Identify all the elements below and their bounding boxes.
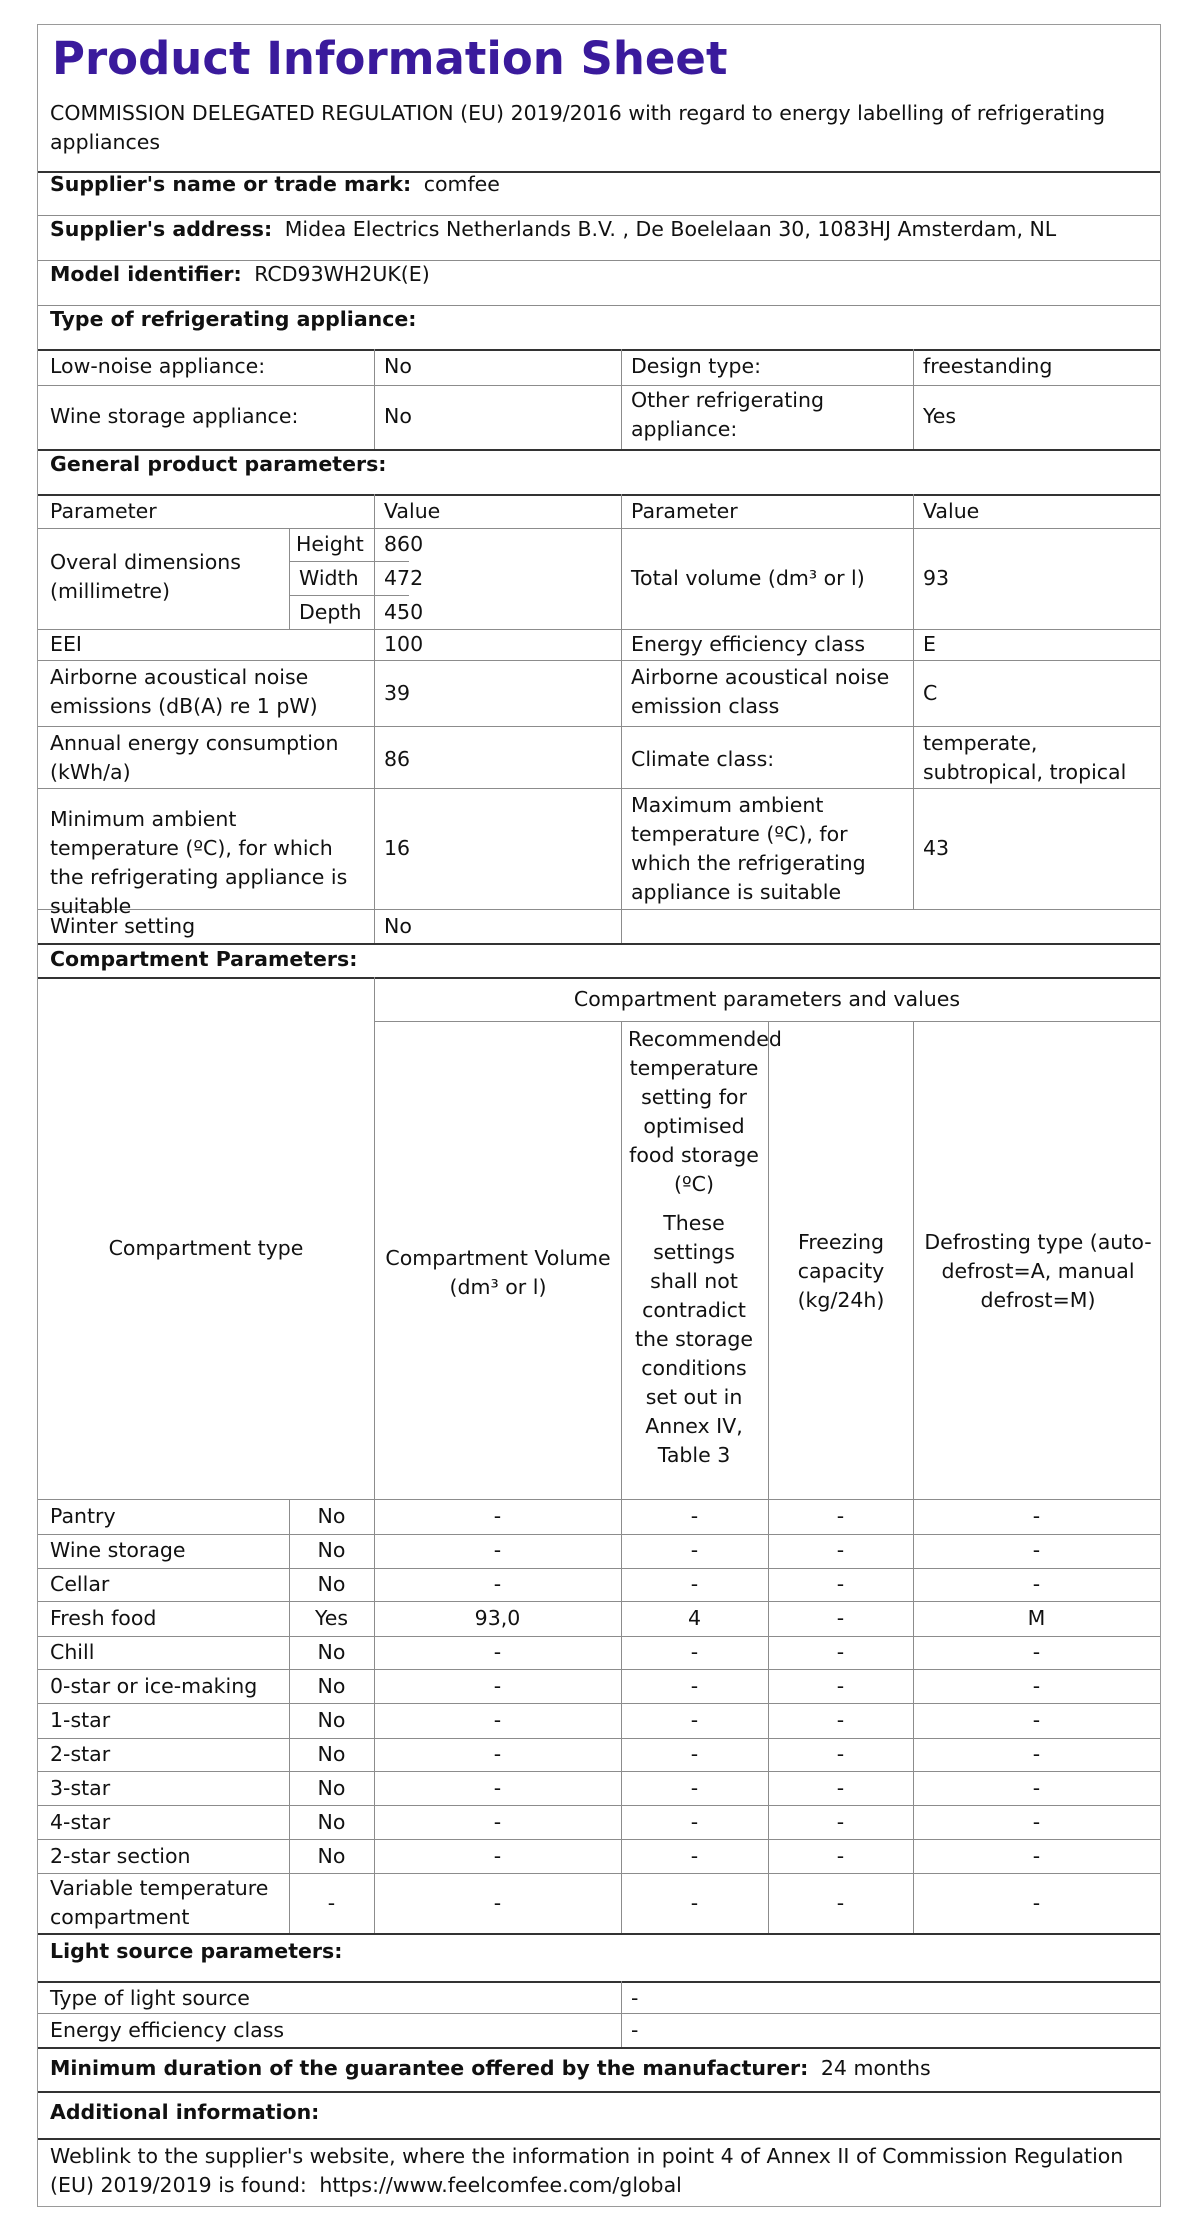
col-parameter-right: Parameter bbox=[631, 499, 738, 523]
supplier-name-row bbox=[50, 170, 500, 199]
model-identifier-row bbox=[50, 260, 430, 289]
row-volume: - bbox=[493, 1674, 502, 1698]
row-type: Chill bbox=[50, 1640, 95, 1664]
row-volume: 93,0 bbox=[474, 1606, 521, 1630]
row-freezing: - bbox=[836, 1640, 845, 1664]
row-present: No bbox=[317, 1708, 346, 1732]
row-freezing: - bbox=[836, 1891, 845, 1915]
row-freezing: - bbox=[836, 1674, 845, 1698]
row-type: Pantry bbox=[50, 1504, 116, 1528]
light-class-value: - bbox=[631, 2018, 639, 2042]
product-information-sheet bbox=[37, 24, 1161, 2207]
compartment-parameters-heading: Compartment Parameters: bbox=[50, 947, 358, 971]
page-title: Product Information Sheet bbox=[52, 32, 728, 85]
col-value-left: Value bbox=[384, 499, 441, 523]
row-freezing: - bbox=[836, 1504, 845, 1528]
noise-emissions-label: Airborne acoustical noise emissions (dB(A) re 1 pW) bbox=[50, 665, 318, 718]
energy-class-label: Energy efficiency class bbox=[631, 632, 866, 656]
row-volume: - bbox=[493, 1891, 502, 1915]
guarantee-value: 24 months bbox=[820, 2056, 931, 2080]
other-appliance-label: Other refrigerating appliance: bbox=[631, 388, 825, 441]
row-defrost: - bbox=[1032, 1891, 1041, 1915]
depth-label: Depth bbox=[299, 600, 362, 624]
overall-dimensions-label: Overal dimensions (millimetre) bbox=[50, 550, 241, 603]
low-noise-label: Low-noise appliance: bbox=[50, 354, 266, 378]
row-present: No bbox=[317, 1810, 346, 1834]
row-present: No bbox=[317, 1844, 346, 1868]
weblink-url[interactable]: https://www.feelcomfee.com/global bbox=[319, 2173, 682, 2197]
min-ambient-temp-label: Minimum ambient temperature (ºC), for which the refrigerating appliance is suitable bbox=[50, 807, 348, 918]
min-ambient-temp-value: 16 bbox=[384, 836, 411, 860]
row-defrost: - bbox=[1032, 1572, 1041, 1596]
row-present: No bbox=[317, 1572, 346, 1596]
total-volume-label: Total volume (dm³ or l) bbox=[631, 566, 865, 590]
row-present: No bbox=[317, 1538, 346, 1562]
additional-info-heading: Additional information: bbox=[50, 2100, 320, 2124]
row-defrost: - bbox=[1032, 1844, 1041, 1868]
row-defrost: - bbox=[1032, 1640, 1041, 1664]
row-defrost: - bbox=[1032, 1538, 1041, 1562]
row-freezing: - bbox=[836, 1776, 845, 1800]
climate-class-value: temperate, subtropical, tropical bbox=[923, 731, 1127, 784]
total-volume-value: 93 bbox=[923, 566, 950, 590]
light-source-heading: Light source parameters: bbox=[50, 1939, 343, 1963]
wine-storage-label: Wine storage appliance: bbox=[50, 404, 299, 428]
supplier-address-label: Supplier's address: bbox=[50, 217, 273, 241]
weblink-text: Weblink to the supplier's website, where the information in point 4 of Annex II of Commission Regulation (EU) 2019/2019 is found: bbox=[50, 2144, 1124, 2197]
row-defrost: - bbox=[1032, 1742, 1041, 1766]
eei-label: EEI bbox=[50, 632, 82, 656]
wine-storage-value: No bbox=[384, 404, 412, 428]
row-temp: - bbox=[690, 1538, 699, 1562]
row-type: 0-star or ice-making bbox=[50, 1674, 258, 1698]
noise-class-label: Airborne acoustical noise emission class bbox=[631, 665, 890, 718]
row-temp: - bbox=[690, 1776, 699, 1800]
row-present: No bbox=[317, 1504, 346, 1528]
low-noise-value: No bbox=[384, 354, 412, 378]
other-appliance-value: Yes bbox=[923, 404, 957, 428]
col-recommended-temp-note: These settings shall not contradict the storage conditions set out in Annex IV, Table 3 bbox=[634, 1211, 754, 1467]
light-type-value: - bbox=[631, 1986, 639, 2010]
row-temp: - bbox=[690, 1891, 699, 1915]
light-class-label: Energy efficiency class bbox=[50, 2018, 285, 2042]
col-parameter-left: Parameter bbox=[50, 499, 157, 523]
row-volume: - bbox=[493, 1640, 502, 1664]
design-type-label: Design type: bbox=[631, 354, 761, 378]
row-temp: - bbox=[690, 1810, 699, 1834]
compartment-group-header: Compartment parameters and values bbox=[573, 987, 961, 1011]
width-value: 472 bbox=[384, 566, 424, 590]
model-identifier-label: Model identifier: bbox=[50, 262, 242, 286]
row-defrost: - bbox=[1032, 1504, 1041, 1528]
row-type: Wine storage bbox=[50, 1538, 186, 1562]
row-defrost: - bbox=[1032, 1776, 1041, 1800]
row-present: No bbox=[317, 1674, 346, 1698]
row-volume: - bbox=[493, 1742, 502, 1766]
depth-value: 450 bbox=[384, 600, 424, 624]
row-type: 3-star bbox=[50, 1776, 111, 1800]
row-freezing: - bbox=[836, 1538, 845, 1562]
col-freezing-capacity: Freezing capacity (kg/24h) bbox=[797, 1230, 885, 1312]
col-compartment-type: Compartment type bbox=[108, 1236, 304, 1260]
row-volume: - bbox=[493, 1708, 502, 1732]
general-parameters-heading: General product parameters: bbox=[50, 452, 387, 476]
row-freezing: - bbox=[836, 1606, 845, 1630]
row-freezing: - bbox=[836, 1810, 845, 1834]
col-compartment-volume: Compartment Volume (dm³ or l) bbox=[385, 1246, 611, 1299]
climate-class-label: Climate class: bbox=[631, 747, 775, 771]
row-volume: - bbox=[493, 1504, 502, 1528]
row-temp: - bbox=[690, 1844, 699, 1868]
row-temp: - bbox=[690, 1572, 699, 1596]
col-defrosting-type: Defrosting type (auto-defrost=A, manual defrost=M) bbox=[924, 1230, 1152, 1312]
row-present: Yes bbox=[314, 1606, 349, 1630]
row-volume: - bbox=[493, 1776, 502, 1800]
width-label: Width bbox=[299, 566, 359, 590]
row-type: Fresh food bbox=[50, 1606, 157, 1630]
row-temp: - bbox=[690, 1674, 699, 1698]
model-identifier-value: RCD93WH2UK(E) bbox=[254, 262, 430, 286]
row-present: No bbox=[317, 1742, 346, 1766]
row-volume: - bbox=[493, 1810, 502, 1834]
annual-energy-value: 86 bbox=[384, 747, 411, 771]
noise-class-value: C bbox=[923, 681, 938, 705]
max-ambient-temp-value: 43 bbox=[923, 836, 950, 860]
row-type: 2-star bbox=[50, 1742, 111, 1766]
row-freezing: - bbox=[836, 1844, 845, 1868]
col-recommended-temp-text: Recommended temperature setting for optimised food storage (ºC) bbox=[628, 1027, 782, 1196]
row-temp: - bbox=[690, 1504, 699, 1528]
row-defrost: - bbox=[1032, 1674, 1041, 1698]
weblink-row bbox=[50, 2142, 1150, 2200]
energy-class-value: E bbox=[923, 632, 936, 656]
height-value: 860 bbox=[384, 532, 424, 556]
winter-setting-value: No bbox=[384, 914, 412, 938]
row-type: 4-star bbox=[50, 1810, 111, 1834]
row-defrost: - bbox=[1032, 1708, 1041, 1732]
row-temp: - bbox=[690, 1640, 699, 1664]
row-freezing: - bbox=[836, 1572, 845, 1596]
guarantee-row bbox=[50, 2054, 931, 2083]
row-freezing: - bbox=[836, 1708, 845, 1732]
row-present: - bbox=[327, 1891, 336, 1915]
row-type: 2-star section bbox=[50, 1844, 191, 1868]
winter-setting-label: Winter setting bbox=[50, 914, 196, 938]
appliance-type-heading: Type of refrigerating appliance: bbox=[50, 307, 417, 331]
regulation-text: COMMISSION DELEGATED REGULATION (EU) 2019/2016 with regard to energy labelling of refrigerating appliances bbox=[50, 101, 1106, 154]
row-type: 1-star bbox=[50, 1708, 111, 1732]
guarantee-label: Minimum duration of the guarantee offered by the manufacturer: bbox=[50, 2056, 809, 2080]
row-volume: - bbox=[493, 1844, 502, 1868]
supplier-name-label: Supplier's name or trade mark: bbox=[50, 172, 412, 196]
design-type-value: freestanding bbox=[923, 354, 1053, 378]
row-volume: - bbox=[493, 1572, 502, 1596]
row-present: No bbox=[317, 1640, 346, 1664]
col-recommended-temp bbox=[628, 1025, 782, 1470]
row-temp: 4 bbox=[687, 1606, 702, 1630]
noise-emissions-value: 39 bbox=[384, 681, 411, 705]
supplier-address-row bbox=[50, 215, 1056, 244]
row-temp: - bbox=[690, 1708, 699, 1732]
supplier-address-value: Midea Electrics Netherlands B.V. , De Boelelaan 30, 1083HJ Amsterdam, NL bbox=[284, 217, 1057, 241]
light-type-label: Type of light source bbox=[50, 1986, 250, 2010]
annual-energy-label: Annual energy consumption (kWh/a) bbox=[50, 731, 339, 784]
row-volume: - bbox=[493, 1538, 502, 1562]
row-present: No bbox=[317, 1776, 346, 1800]
row-type: Cellar bbox=[50, 1572, 110, 1596]
row-defrost: - bbox=[1032, 1810, 1041, 1834]
height-label: Height bbox=[296, 532, 364, 556]
row-freezing: - bbox=[836, 1742, 845, 1766]
col-value-right: Value bbox=[923, 499, 980, 523]
supplier-name-value: comfee bbox=[423, 172, 500, 196]
eei-value: 100 bbox=[384, 632, 424, 656]
row-temp: - bbox=[690, 1742, 699, 1766]
row-type: Variable temperature compartment bbox=[50, 1876, 269, 1929]
row-defrost: M bbox=[1027, 1606, 1046, 1630]
max-ambient-temp-label: Maximum ambient temperature (ºC), for which the refrigerating appliance is suitable bbox=[631, 793, 866, 904]
